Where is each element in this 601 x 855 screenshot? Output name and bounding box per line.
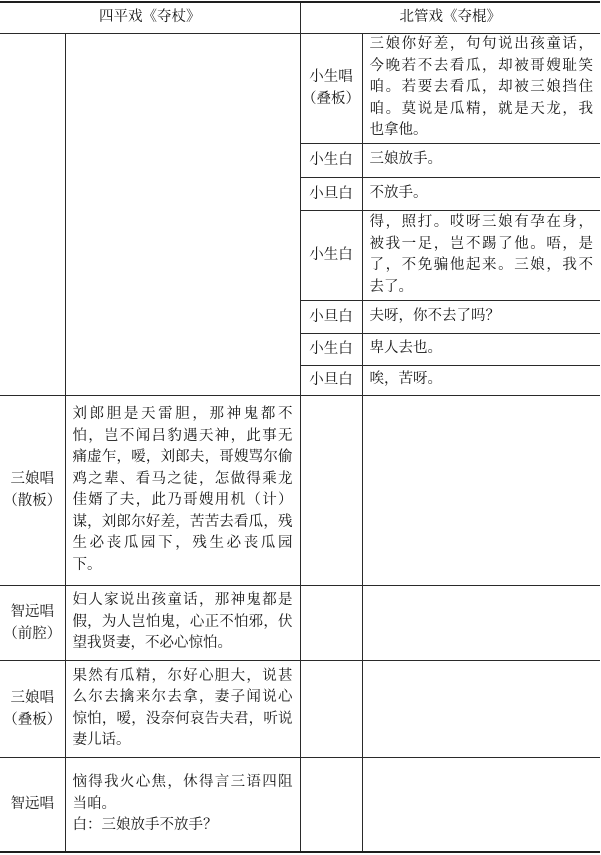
beiguan-text-cell [362, 300, 600, 333]
beiguan-role-cell [300, 177, 362, 210]
beiguan-empty-role-cell [300, 660, 362, 757]
beiguan-text-cell [362, 365, 600, 395]
lyric-line: 痛虚乍，嗳，刘郎夫，哥嫂骂尔偷 [72, 449, 293, 465]
script-line: 得，照打。哎呀三娘有孕在身， [369, 214, 593, 230]
lyric-line: 下。 [72, 556, 102, 573]
table-row [0, 660, 600, 757]
script-line: 去了。 [369, 278, 413, 295]
script-line: 咱。若要去看瓜，却被三娘挡住 [369, 79, 593, 96]
beiguan-role-cell [300, 33, 362, 143]
role-label: 智远唱 [10, 603, 54, 620]
spoken-line: 白：三娘放手不放手？ [72, 817, 218, 833]
lyric-line: 鸡之辈、看马之徒，怎做得乘龙 [72, 470, 293, 487]
header-row [0, 2, 600, 33]
script-line: 被我一足，岂不踢了他。唔，是 [369, 235, 593, 252]
table-row [0, 395, 600, 585]
role-label: 智远唱 [10, 796, 54, 813]
role-label: 小生白 [309, 152, 353, 168]
role-label: 小生白 [309, 247, 353, 263]
role-label: 小旦白 [309, 308, 353, 325]
lyric-line: 谋，刘郎尔好差，苦苦去看瓜，残 [72, 513, 293, 530]
beiguan-text-cell [362, 143, 600, 177]
role-mode-label: （叠板） [3, 711, 62, 728]
beiguan-role-cell [300, 333, 362, 365]
siping-empty-role-cell [0, 33, 65, 395]
script-line: 三娘放手。 [369, 151, 442, 168]
role-label: 小旦白 [309, 185, 353, 202]
script-line: 也拿他。 [369, 122, 428, 139]
table-row [0, 33, 600, 143]
beiguan-role-cell [300, 143, 362, 177]
siping-text-cell [65, 660, 300, 757]
script-line: 唉，苦呀。 [369, 371, 442, 388]
role-label: 小生唱 [309, 69, 353, 85]
role-label: 三娘唱 [10, 689, 54, 706]
beiguan-empty-text-cell [362, 585, 600, 660]
script-line: 今晚若不去看瓜，却被哥嫂耻笑 [369, 57, 593, 74]
role-label: 三娘唱 [10, 471, 54, 487]
lyric-line: 生必丧瓜园下，残生必丧瓜园 [72, 535, 293, 551]
beiguan-empty-text-cell [362, 660, 600, 757]
table-row [0, 757, 600, 852]
script-line: 夫呀，你不去了吗？ [369, 307, 500, 324]
beiguan-empty-text-cell [362, 757, 600, 852]
lyric-line: 当咱。 [72, 795, 116, 812]
siping-text-cell [65, 585, 300, 660]
lyric-line: 望我贤妻，不必心惊怕。 [72, 635, 232, 652]
beiguan-header: 北管戏《夺棍》 [300, 2, 600, 33]
beiguan-empty-role-cell [300, 757, 362, 852]
beiguan-role-cell [300, 365, 362, 395]
beiguan-empty-role-cell [300, 395, 362, 585]
lyric-line: 刘郎胆是天雷胆，那神鬼都不 [72, 406, 293, 422]
lyric-line: 妻儿话。 [72, 732, 131, 748]
beiguan-text-cell [362, 33, 600, 143]
beiguan-empty-role-cell [300, 585, 362, 660]
table-row [0, 585, 600, 660]
comparison-table [0, 1, 600, 853]
beiguan-role-cell [300, 210, 362, 300]
lyric-line: 恼得我火心焦，休得言三语四阻 [72, 774, 293, 790]
lyric-line: 佳婿了夫，此乃哥嫂用机（计） [72, 492, 293, 508]
script-line: 不放手。 [369, 184, 428, 201]
script-line: 卑人去也。 [369, 340, 442, 357]
beiguan-text-cell [362, 177, 600, 210]
siping-role-cell [0, 395, 65, 585]
siping-role-cell [0, 585, 65, 660]
siping-role-cell [0, 660, 65, 757]
lyric-line: 惊怕，嗳，没奈何哀告夫君，听说 [72, 710, 293, 727]
script-line: 三娘你好差，句句说出孩童话， [369, 36, 593, 53]
beiguan-text-cell [362, 210, 600, 300]
siping-text-cell [65, 757, 300, 852]
siping-role-cell [0, 757, 65, 852]
lyric-line: 么尔去擒来尔去拿，妻子闻说心 [72, 689, 293, 705]
role-label: 小生白 [309, 341, 353, 357]
beiguan-role-cell [300, 300, 362, 333]
siping-text-cell [65, 395, 300, 585]
siping-empty-text-cell [65, 33, 300, 395]
role-label: 小旦白 [309, 372, 353, 388]
role-mode-label: （前腔） [3, 625, 62, 642]
beiguan-empty-text-cell [362, 395, 600, 585]
script-line: 了，不免骗他起来。三娘，我不 [369, 257, 593, 273]
siping-header: 四平戏《夺杖》 [0, 2, 300, 33]
role-mode-label: （散板） [3, 493, 62, 509]
lyric-line: 果然有瓜精，尔好心胆大，说甚 [72, 667, 293, 684]
lyric-line: 妇人家说出孩童话，那神鬼都是 [72, 592, 293, 609]
lyric-line: 怕，岂不闻吕豹遇天神，此事无 [72, 427, 293, 444]
script-line: 咱。莫说是瓜精，就是天龙，我 [369, 100, 593, 117]
beiguan-text-cell [362, 333, 600, 365]
role-mode-label: （叠板） [302, 91, 360, 107]
lyric-line: 假，为人岂怕鬼，心正不怕邪，伏 [72, 613, 293, 630]
